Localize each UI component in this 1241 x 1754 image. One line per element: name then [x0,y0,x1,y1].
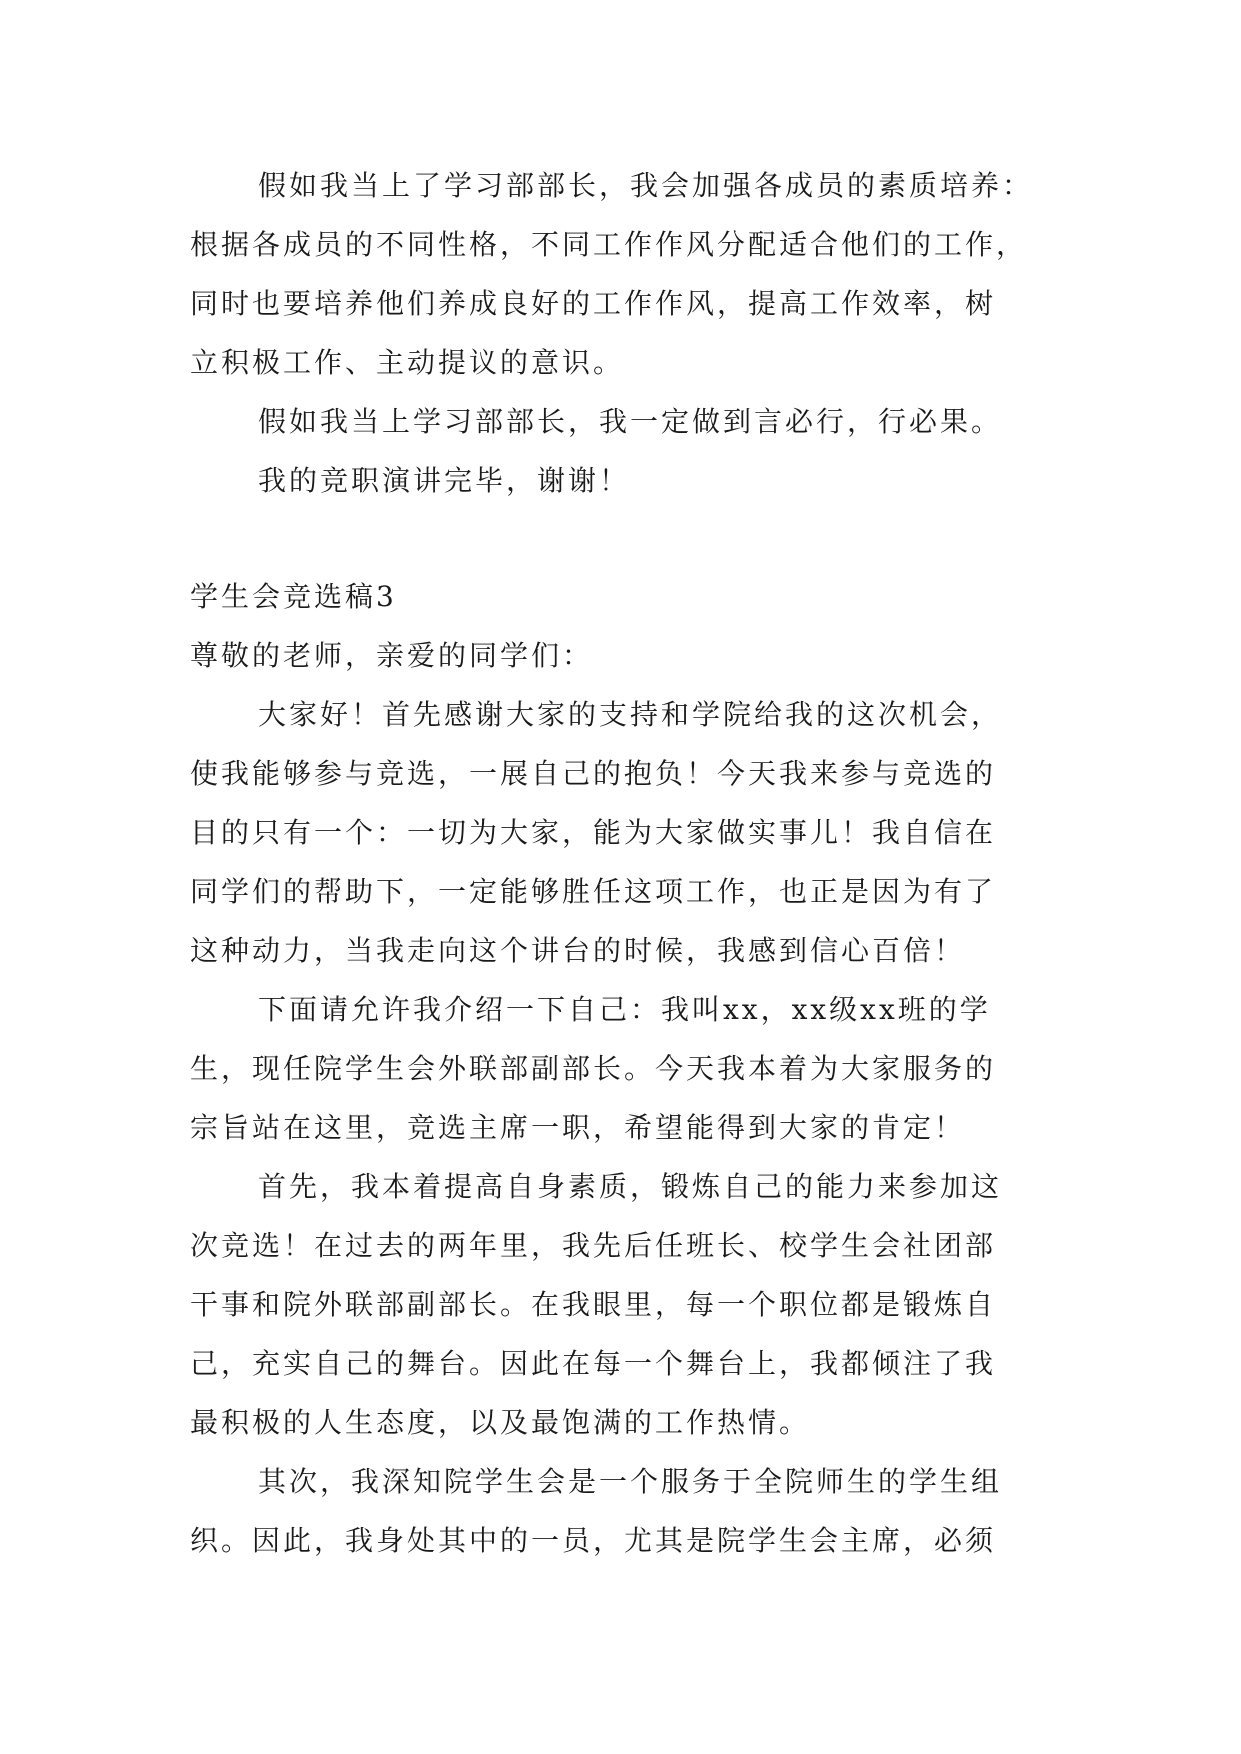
salutation: 尊敬的老师，亲爱的同学们： [190,639,594,672]
text-line: 宗旨站在这里，竞选主席一职，希望能得到大家的肯定！ [190,1111,966,1144]
text-line: 最积极的人生态度，以及最饱满的工作热情。 [190,1406,811,1439]
text-line: 使我能够参与竞选，一展自己的抱负！今天我来参与竞选的 [190,757,997,790]
text-line: 这种动力，当我走向这个讲台的时候，我感到信心百倍！ [190,934,966,967]
text-line: 大家好！首先感谢大家的支持和学院给我的这次机会， [258,698,1003,731]
text-line: 假如我当上了学习部部长，我会加强各成员的素质培养： [258,169,1034,202]
section-heading: 学生会竞选稿3 [190,580,397,613]
text-line: 干事和院外联部副部长。在我眼里，每一个职位都是锻炼自 [190,1288,997,1321]
text-line: 根据各成员的不同性格，不同工作作风分配适合他们的工作， [190,228,1028,261]
text-line: 首先，我本着提高自身素质，锻炼自己的能力来参加这 [258,1170,1003,1203]
text-line: 同时也要培养他们养成良好的工作作风，提高工作效率，树 [190,287,997,320]
text-line: 我的竞职演讲完毕，谢谢！ [258,464,631,497]
text-line: 织。因此，我身处其中的一员，尤其是院学生会主席，必须 [190,1524,997,1557]
text-line: 同学们的帮助下，一定能够胜任这项工作，也正是因为有了 [190,875,997,908]
text-line: 生，现任院学生会外联部副部长。今天我本着为大家服务的 [190,1052,997,1085]
text-line: 假如我当上学习部部长，我一定做到言必行，行必果。 [258,405,1003,438]
text-line: 目的只有一个：一切为大家，能为大家做实事儿！我自信在 [190,816,997,849]
text-line: 下面请允许我介绍一下自己：我叫xx，xx级xx班的学 [258,993,991,1026]
text-line: 次竞选！在过去的两年里，我先后任班长、校学生会社团部 [190,1229,997,1262]
text-line: 其次，我深知院学生会是一个服务于全院师生的学生组 [258,1465,1003,1498]
text-line: 立积极工作、主动提议的意识。 [190,346,625,379]
text-line: 己，充实自己的舞台。因此在每一个舞台上，我都倾注了我 [190,1347,997,1380]
